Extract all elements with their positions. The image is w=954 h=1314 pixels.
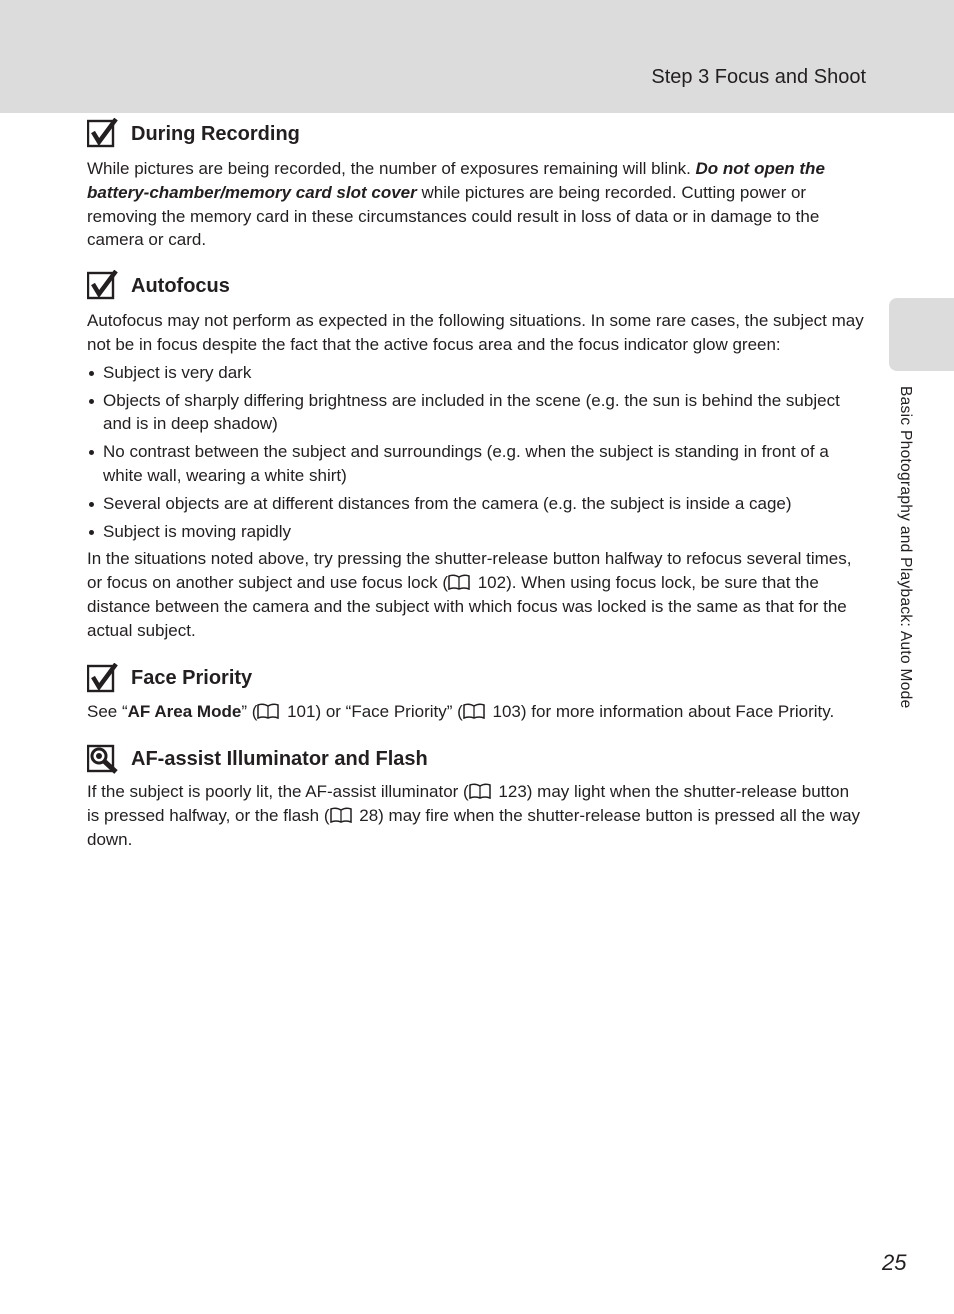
- paragraph-autofocus-after: [87, 547, 865, 642]
- text: See “: [87, 701, 128, 721]
- warning-emphasis: Do not open the battery-chamber/memory card slot cover: [87, 159, 825, 202]
- section-af-assist: [87, 743, 865, 851]
- book-reference-icon: [469, 782, 491, 798]
- text: 101) or “Face Priority” (: [282, 701, 463, 721]
- header-band: [0, 0, 954, 113]
- magnifier-note-icon: [87, 743, 118, 774]
- heading-af-assist: AF-assist Illuminator and Flash: [131, 747, 428, 770]
- paragraph-face-priority: [87, 700, 865, 724]
- text: While pictures are being recorded, the number of exposures remaining will blink.: [87, 159, 696, 178]
- check-caution-icon: [87, 270, 118, 301]
- text: If the subject is poorly lit, the AF-assist illuminator (: [87, 782, 469, 802]
- check-caution-icon: [87, 663, 118, 694]
- heading-during-recording: During Recording: [131, 122, 300, 145]
- book-reference-icon: [330, 806, 352, 822]
- list-item: Several objects are at different distances from the camera (e.g. the subject is inside a cage): [87, 492, 865, 516]
- heading-autofocus: Autofocus: [131, 274, 230, 297]
- heading-face-priority: Face Priority: [131, 667, 253, 690]
- section-heading: [87, 743, 865, 774]
- check-caution-icon: [87, 118, 118, 149]
- list-item: Objects of sharply differing brightness are included in the scene (e.g. the sun is behind the subject and is in deep shadow): [87, 389, 865, 437]
- side-tab: [889, 298, 954, 371]
- menu-name: AF Area Mode: [127, 701, 242, 721]
- header-title: Step 3 Focus and Shoot: [651, 66, 866, 88]
- text: In the situations noted above, try pressing the shutter-release button halfway to refocus several times, or focus on another subject and use focus lock (: [87, 549, 852, 593]
- text: 103) for more information about Face Priority.: [487, 701, 835, 721]
- text: 28) may fire when the shutter-release button is pressed all the way down.: [87, 806, 861, 849]
- side-label: Basic Photography and Playback: Auto Mode: [897, 386, 914, 709]
- section-heading: [87, 663, 865, 694]
- page-number: 25: [882, 1250, 907, 1275]
- book-reference-icon: [257, 702, 279, 718]
- book-reference-icon: [463, 702, 485, 718]
- paragraph-autofocus-intro: Autofocus may not perform as expected in the following situations. In some rare cases, the subject may not be in focus despite the fact that the active focus area and the focus indicator glow green:: [87, 311, 864, 354]
- content: [87, 118, 865, 852]
- section-heading: [87, 270, 865, 301]
- section-face-priority: [87, 663, 865, 724]
- list-item: No contrast between the subject and surroundings (e.g. when the subject is standing in front of a white wall, wearing a white shirt): [87, 440, 865, 488]
- autofocus-list: [87, 361, 865, 544]
- section-during-recording: [87, 118, 865, 252]
- book-reference-icon: [448, 573, 470, 589]
- list-item: Subject is very dark: [87, 361, 865, 385]
- list-item: Subject is moving rapidly: [87, 520, 865, 544]
- text: 102). When using focus lock, be sure that the distance between the camera and the subject with which focus was locked is the same as that for the actual subject.: [87, 573, 847, 640]
- paragraph-af-assist: [87, 780, 865, 851]
- text: 123) may light when the shutter-release button is pressed halfway, or the flash (: [87, 782, 850, 826]
- section-autofocus: [87, 270, 865, 642]
- paragraph-during-recording: [87, 157, 865, 252]
- text: ” (: [241, 701, 258, 721]
- section-heading: [87, 118, 865, 149]
- text: while pictures are being recorded. Cutting power or removing the memory card in these circumstances could result in loss of data or in damage to the camera or card.: [87, 182, 820, 250]
